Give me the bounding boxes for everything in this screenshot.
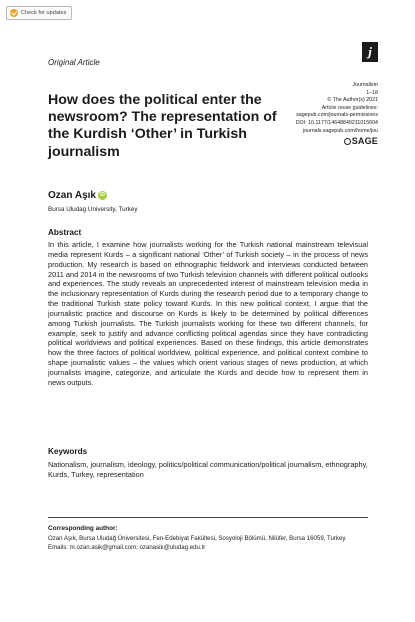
- author-name: Ozan Aşık: [48, 190, 96, 201]
- abstract-text: In this article, I examine how journalists working for the Turkish national mainstream televisual media represent Kurds – a significant national ‘Other’ of Turkish society – in the process of news production. My research is based on ethnographic fieldwork and interviews conducted between 2011 and 2014 in the newsrooms of two Turkish television channels with different political outlooks and experiences. The study reveals an unprecedented interest of mainstream television media in the inclusionary representation of Kurds during the research period due to a temporary change to the traditional Turkish state policy toward Kurds. In this new political context, I argue that the journalistic practice and discourse on Kurds is likely to be determined by political differences among Turkish journalists. The Turkish journalists working for these two different channels, for example, seek to justify and advance conflicting political agendas since they have contradicting political worldviews and political experiences. Based on these findings, this article demonstrates how the three factors of political worldview, political experience, and political context combine to shape journalistic values – the values which orient various stages of news production, at which journalists imagine, categorize, and articulate the Kurds and decide how to represent them in news outputs.: [48, 240, 368, 387]
- divider: [48, 517, 368, 518]
- keywords-heading: Keywords: [48, 447, 88, 456]
- article-metadata: [296, 82, 378, 146]
- corresponding-author-address: Ozan Aşık, Bursa Uludağ Üniversitesi, Fen-Edebiyat Fakültesi, Sosyoloji Bölümü, Nilüfer, Bursa 16059, Turkey.: [48, 535, 347, 542]
- journal-home-link[interactable]: journals.sagepub.com/home/jou: [302, 127, 378, 134]
- article-title: How does the political enter the newsroom? The representation of the Kurdish ‘Other’ in Turkish journalism: [48, 92, 277, 160]
- page-range: 1–18: [366, 89, 378, 96]
- copyright: © The Author(s) 2021: [327, 97, 378, 104]
- author: [48, 190, 107, 201]
- sage-logo-icon: [344, 138, 351, 145]
- check-for-updates-label: Check for updates: [21, 10, 67, 16]
- keywords-text: Nationalism, journalism, ideology, politics/political communication/political journalism, ethnography, Kurds, Turkey, representation: [48, 460, 368, 479]
- check-icon: [10, 9, 18, 17]
- article-type: Original Article: [48, 58, 100, 67]
- corresponding-author-heading: Corresponding author:: [48, 525, 118, 532]
- journal-name: Journalism: [352, 82, 378, 88]
- doi[interactable]: DOI: 10.1177/14648849211015604: [295, 119, 378, 126]
- publisher-name: SAGE: [351, 136, 378, 147]
- reuse-guidelines: Article reuse guidelines:: [321, 104, 378, 111]
- corresponding-author-details: [48, 535, 370, 553]
- orcid-icon[interactable]: iD: [99, 192, 105, 198]
- permissions-link[interactable]: sagepub.com/journals-permissions: [296, 112, 378, 119]
- check-for-updates-badge[interactable]: [6, 6, 72, 20]
- publisher-logo: [296, 136, 378, 146]
- abstract-heading: Abstract: [48, 228, 82, 237]
- corresponding-author-emails: Emails: m.ozan.asik@gmail.com; ozanasik@uludag.edu.tr: [48, 543, 206, 551]
- journal-logo: j: [362, 42, 378, 62]
- author-affiliation: Bursa Uludag University, Turkey: [48, 206, 138, 213]
